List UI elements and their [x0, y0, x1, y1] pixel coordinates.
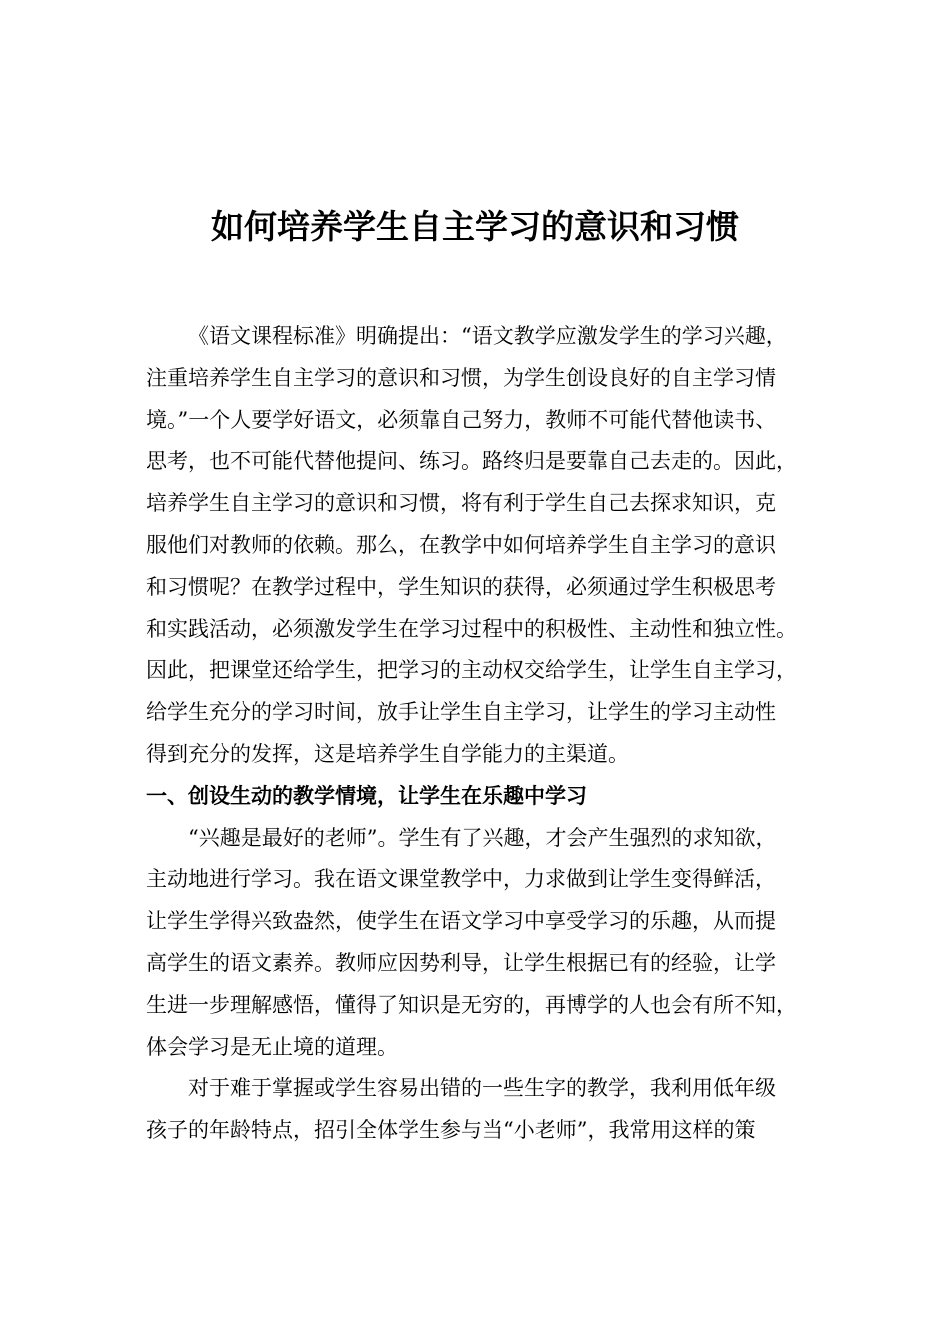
- paragraph-line: 让学生学得兴致盎然，使学生在语文学习中享受学习的乐趣，从而提: [146, 909, 776, 934]
- paragraph-line: 和实践活动，必须激发学生在学习过程中的积极性、主动性和独立性。: [146, 616, 797, 641]
- paragraph-line: 因此，把课堂还给学生，把学习的主动权交给学生，让学生自主学习，: [146, 658, 797, 683]
- section-heading: 一、创设生动的教学情境，让学生在乐趣中学习: [146, 783, 587, 808]
- paragraph-line: 服他们对教师的依赖。那么，在教学中如何培养学生自主学习的意识: [146, 532, 776, 557]
- paragraph-line: 培养学生自主学习的意识和习惯，将有利于学生自己去探求知识，克: [146, 491, 776, 516]
- paragraph-line: 境。”一个人要学好语文，必须靠自己努力，教师不可能代替他读书、: [146, 407, 777, 432]
- paragraph-line: 《语文课程标准》明确提出：“语文教学应激发学生的学习兴趣，: [188, 324, 787, 348]
- paragraph-line: 高学生的语文素养。教师应因势利导，让学生根据已有的经验，让学: [146, 950, 776, 975]
- paragraph-line: 思考，也不可能代替他提问、练习。路终归是要靠自己去走的。因此，: [146, 449, 797, 474]
- paragraph-line: 注重培养学生自主学习的意识和习惯，为学生创设良好的自主学习情: [146, 365, 776, 390]
- paragraph-line: 孩子的年龄特点，招引全体学生参与当“小老师”，我常用这样的策: [146, 1118, 756, 1143]
- paragraph-line: 主动地进行学习。我在语文课堂教学中，力求做到让学生变得鲜活，: [146, 867, 776, 892]
- paragraph-line: “兴趣是最好的老师”。学生有了兴趣，才会产生强烈的求知欲，: [188, 825, 777, 850]
- document-title: 如何培养学生自主学习的意识和习惯: [211, 207, 739, 246]
- paragraph-line: 生进一步理解感悟，懂得了知识是无穷的，再博学的人也会有所不知，: [146, 992, 797, 1017]
- paragraph-line: 体会学习是无止境的道理。: [146, 1034, 398, 1059]
- paragraph-line: 对于难于掌握或学生容易出错的一些生字的教学，我利用低年级: [188, 1076, 776, 1101]
- paragraph-line: 给学生充分的学习时间，放手让学生自主学习，让学生的学习主动性: [146, 700, 776, 725]
- paragraph-line: 得到充分的发挥，这是培养学生自学能力的主渠道。: [146, 741, 629, 766]
- document-body: [146, 316, 816, 1152]
- paragraph-line: 和习惯呢？在教学过程中，学生知识的获得，必须通过学生积极思考: [146, 574, 776, 599]
